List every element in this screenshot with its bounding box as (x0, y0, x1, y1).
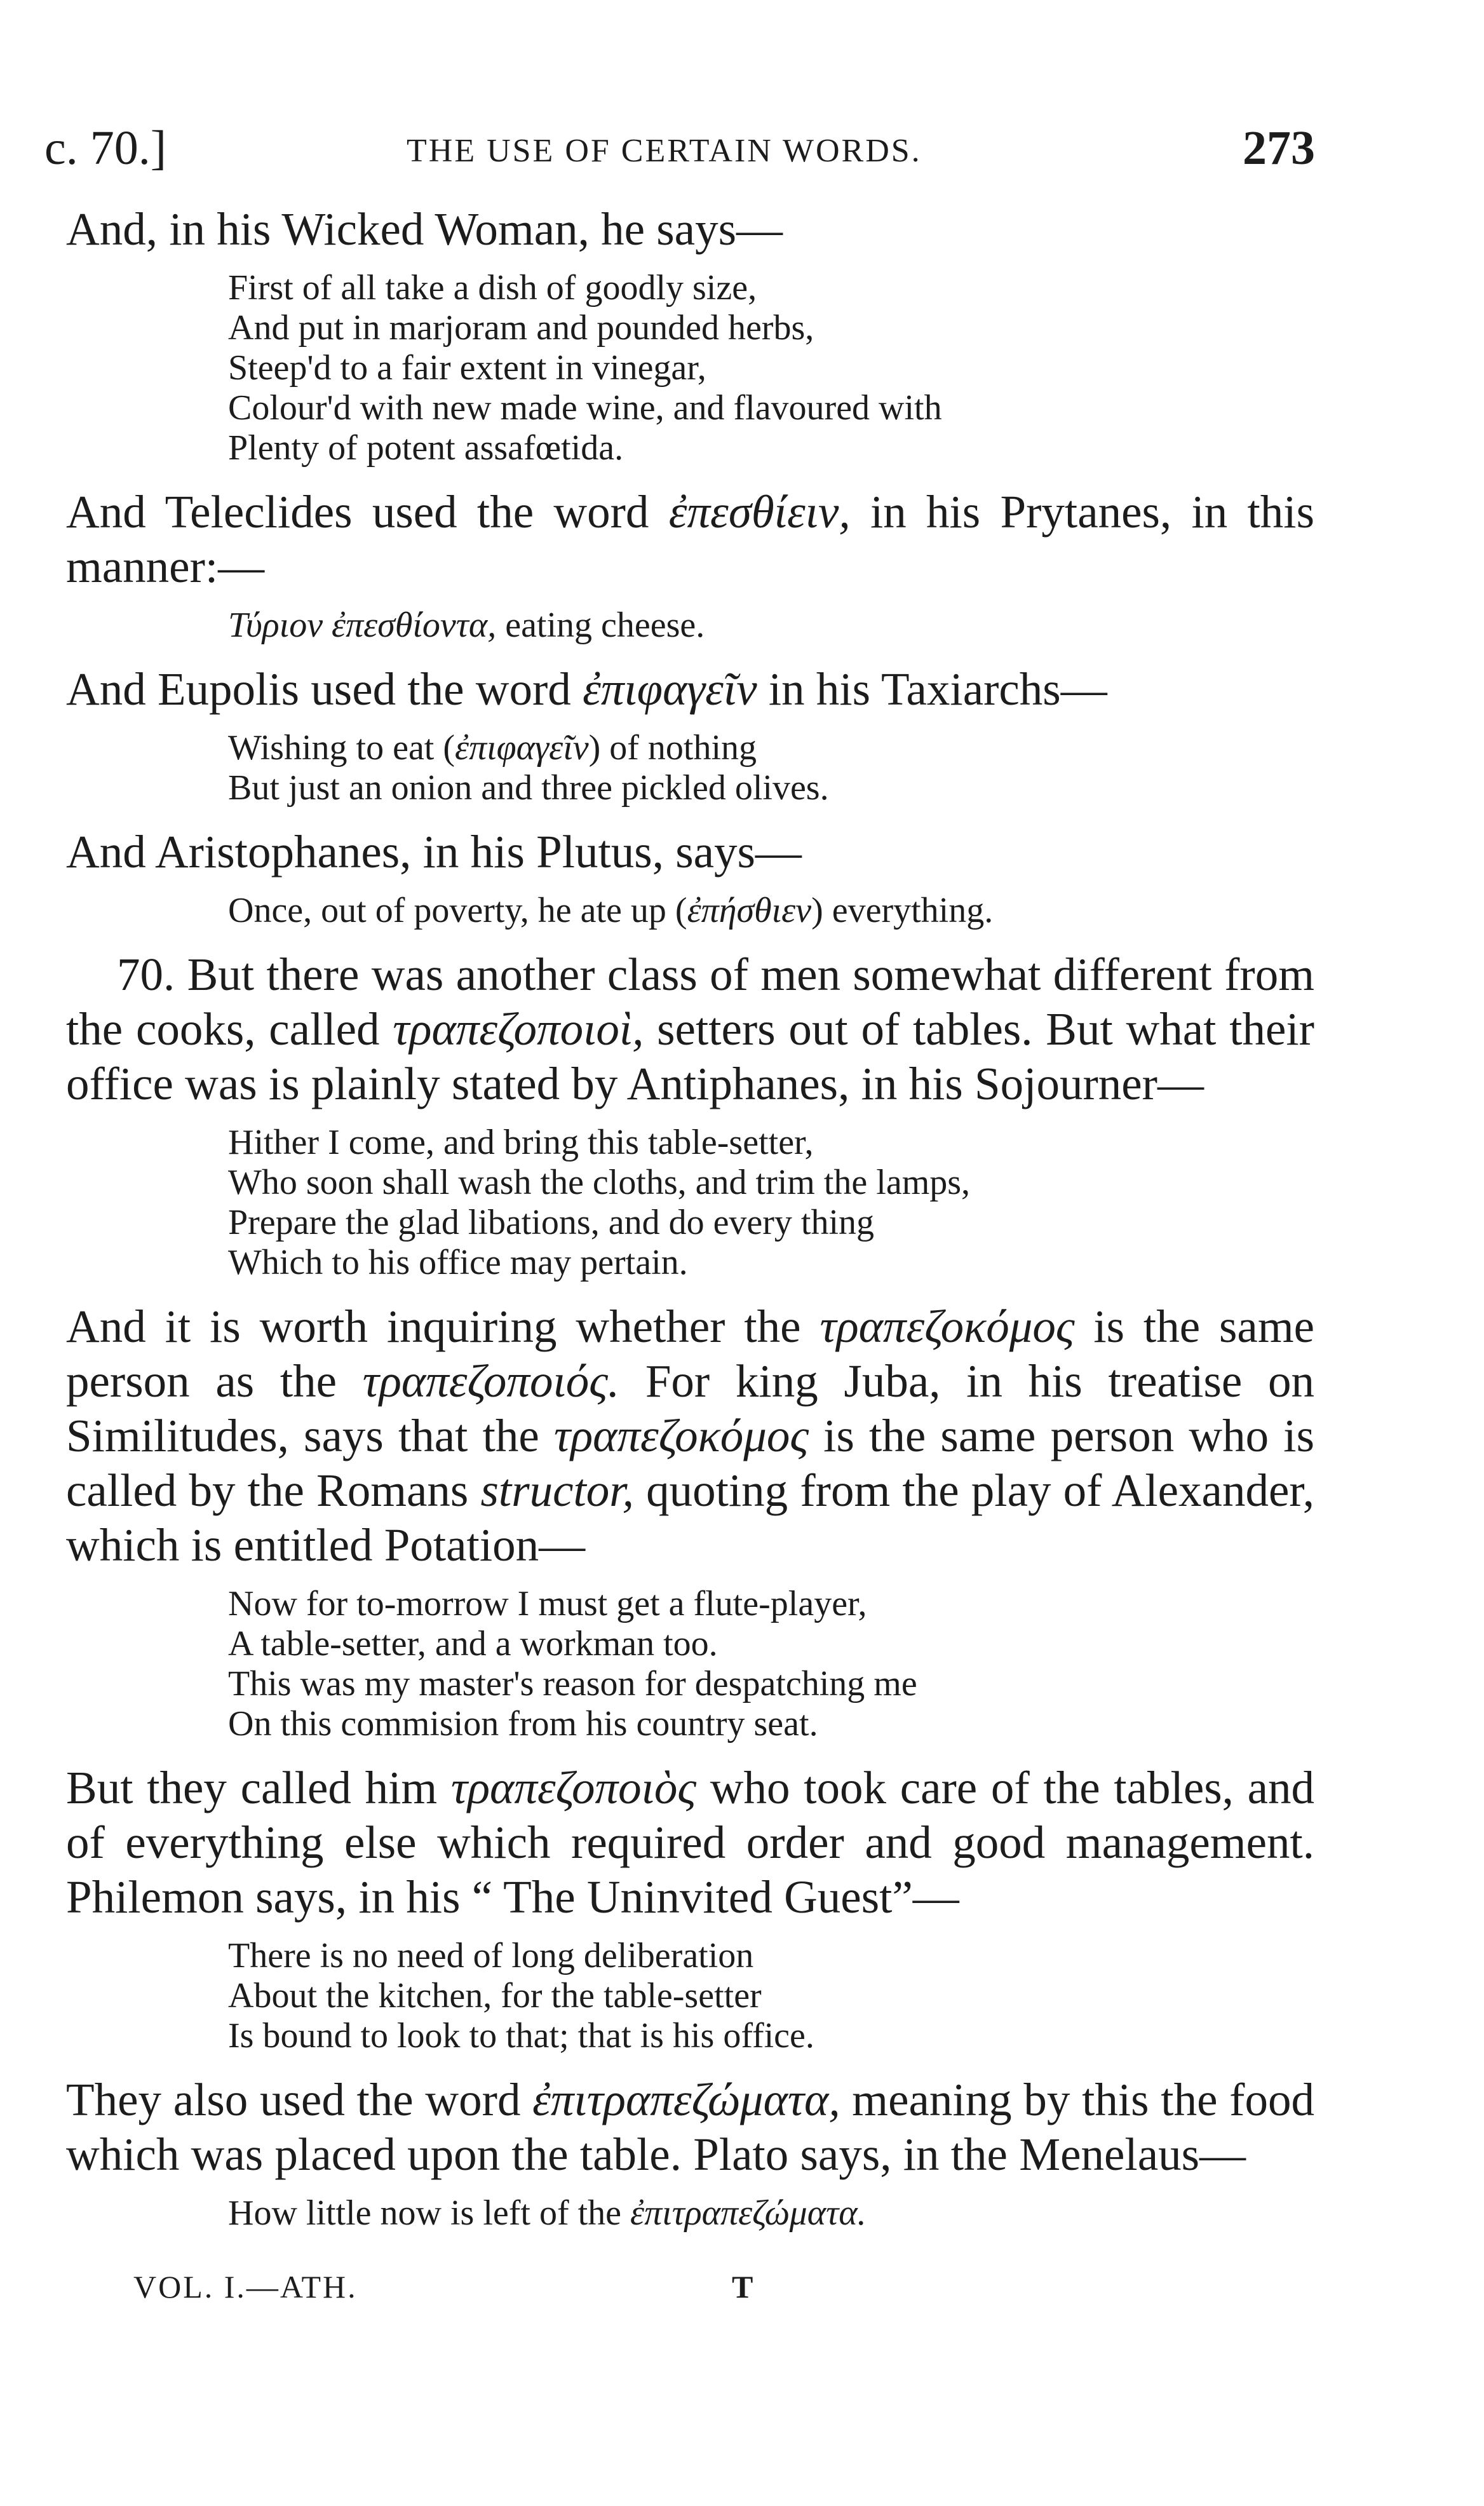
verse-antiphanes (228, 1123, 1314, 1283)
verse-line: Colour'd with new made wine, and flavoured with (228, 388, 942, 428)
paragraph-juba: And it is worth inquiring whether the τραπεζοκόμος is the same person as the τραπεζοποιός. For king Juba, in his treatise on Similitudes, says that the τραπεζοκόμος is the same person who is called by the Romans structor, quoting from the play of Alexander, which is entitled Potation— (66, 1301, 1314, 1571)
greek-word: ἐπιφαγεῖν (583, 663, 757, 715)
verse-line: This was my master's reason for despatching me (228, 1664, 917, 1703)
paragraph-teleclides: And Teleclides used the word ἐπεσθίειν, in his Prytanes, in this manner:— (66, 486, 1314, 592)
greek-word: ἐπήσθιεν (687, 891, 812, 930)
paragraph-aristophanes: And Aristophanes, in his Plutus, says— (66, 826, 802, 877)
verse-line: And put in marjoram and pounded herbs, (228, 308, 814, 348)
verse-wicked-woman (228, 268, 1314, 468)
greek-word: ἐπεσθίειν, (668, 486, 851, 538)
verse-philemon (228, 1936, 1314, 2056)
verse-eupolis (228, 728, 1314, 808)
page-footer (133, 2268, 1277, 2319)
paragraph-plato: They also used the word ἐπιτραπεζώματα, meaning by this the food which was placed upon the table. Plato says, in the Menelaus— (66, 2074, 1314, 2180)
verse-line: Who soon shall wash the cloths, and trim the lamps, (228, 1163, 971, 1202)
greek-word: τραπεζοποιὸς (450, 1762, 697, 1813)
verse-line: Which to his office may pertain. (228, 1243, 688, 1282)
paragraph-eupolis: And Eupolis used the word ἐπιφαγεῖν in his Taxiarchs— (66, 663, 1107, 715)
greek-word: ἐπιφαγεῖν (455, 728, 589, 768)
verse-line: Prepare the glad libations, and do every thing (228, 1203, 875, 1242)
greek-word: τραπεζοκόμος (553, 1410, 809, 1461)
verse-line: There is no need of long deliberation (228, 1936, 754, 1975)
latin-word: structor, (480, 1465, 634, 1516)
page-header (44, 121, 1315, 191)
paragraph-philemon: But they called him τραπεζοποιὸς who took care of the tables, and of everything else which required order and good management. Philemon says, in his “ The Uninvited Guest”— (66, 1762, 1314, 1923)
greek-word: τραπεζοποιός. (362, 1355, 620, 1407)
verse-line: Τύριον ἐπεσθίοντα, eating cheese. (228, 606, 705, 645)
greek-word: ἐπιτραπεζώματα. (630, 2193, 867, 2233)
running-title: THE USE OF CERTAIN WORDS. (407, 133, 922, 169)
verse-line: Plenty of potent assafœtida. (228, 428, 624, 468)
greek-phrase: Τύριον ἐπεσθίοντα, (228, 606, 497, 645)
verse-line: About the kitchen, for the table-setter (228, 1976, 762, 2015)
verse-line: How little now is left of the ἐπιτραπεζώματα. (228, 2193, 867, 2233)
chapter-marker: c. 70.] (44, 121, 167, 175)
verse-alexander (228, 1584, 1314, 1744)
verse-line: First of all take a dish of goodly size, (228, 268, 757, 308)
paragraph-wicked-woman: And, in his Wicked Woman, he says— (66, 203, 783, 255)
greek-word: τραπεζοποιοὶ, (393, 1003, 644, 1055)
verse-aristophanes (228, 891, 1314, 931)
verse-line: On this commision from his country seat. (228, 1704, 818, 1744)
paragraph-section-70: 70. But there was another class of men somewhat different from the cooks, called τραπεζοποιοὶ, setters out of tables. But what their office was is plainly stated by Antiphanes, in his Sojourner— (66, 949, 1314, 1109)
page-body (66, 202, 1314, 2250)
verse-line: Steep'd to a fair extent in vinegar, (228, 348, 706, 388)
verse-line: Is bound to look to that; that is his office. (228, 2016, 814, 2056)
greek-word: ἐπιτραπεζώματα, (532, 2074, 840, 2125)
verse-plato (228, 2193, 1314, 2233)
verse-line: But just an onion and three pickled olives. (228, 768, 829, 808)
verse-line: Now for to-morrow I must get a flute-player, (228, 1584, 867, 1623)
greek-word: τραπεζοκόμος (820, 1301, 1075, 1352)
verse-teleclides (228, 606, 1314, 646)
page-number: 273 (1243, 121, 1315, 175)
verse-line: Wishing to eat (ἐπιφαγεῖν) of nothing (228, 728, 757, 768)
verse-line: Hither I come, and bring this table-setter, (228, 1123, 814, 1162)
volume-label: VOL. I.—ATH. (133, 2269, 358, 2305)
signature-mark: T (732, 2269, 753, 2305)
verse-line: A table-setter, and a workman too. (228, 1624, 718, 1663)
verse-line: Once, out of poverty, he ate up (ἐπήσθιεν) everything. (228, 891, 994, 930)
